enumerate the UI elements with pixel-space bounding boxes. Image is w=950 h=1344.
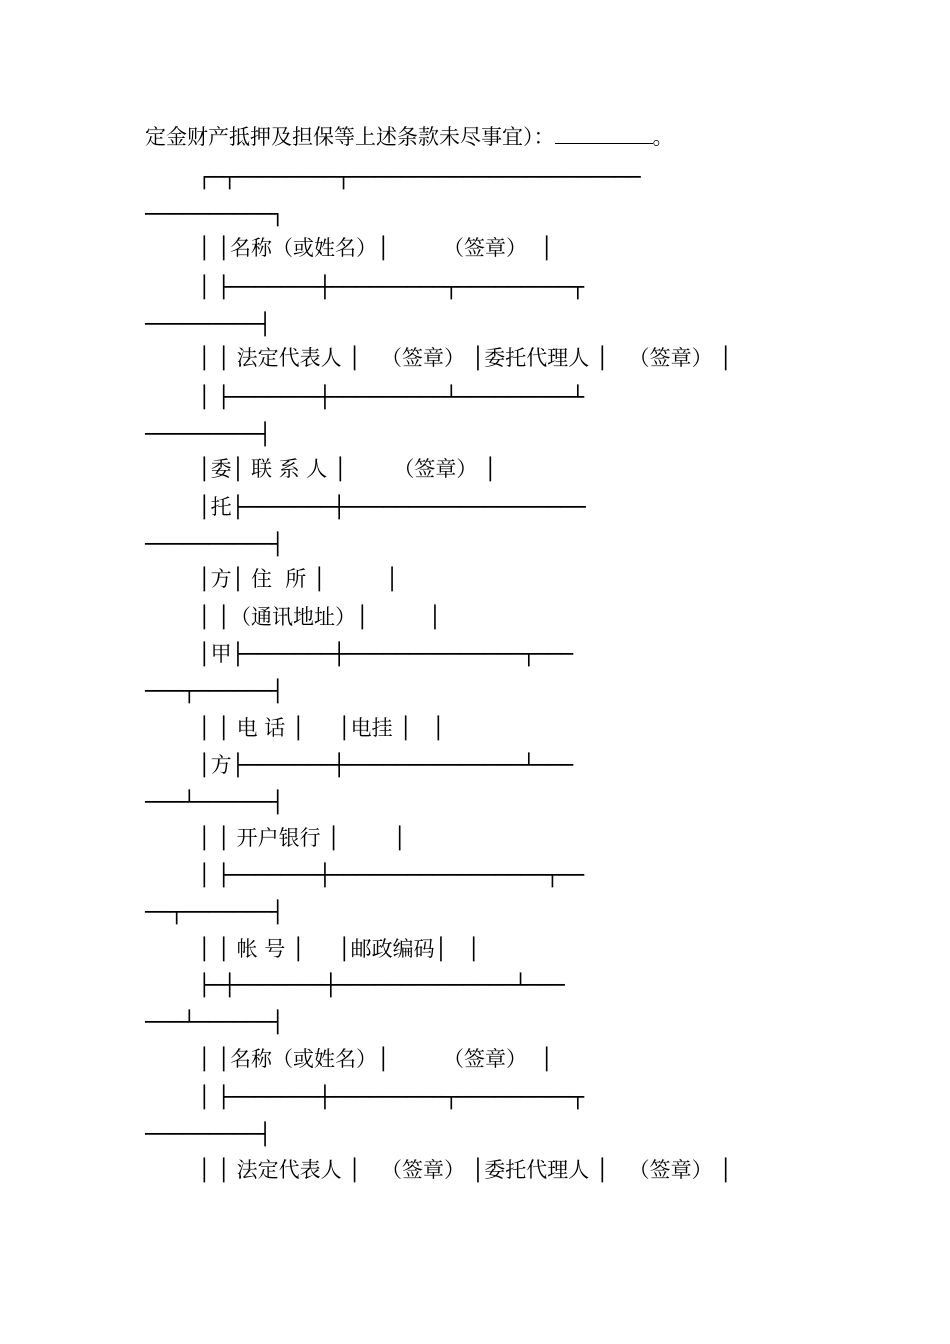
table-border: │甲├───────┼──────────────┬─── — [198, 642, 574, 666]
table-row-name: │ │名称（或姓名）│ （签章） │ — [198, 236, 553, 260]
table-row-legal-rep: │ │ 法定代表人 │ （签章） │委托代理人 │ （签章） │ — [198, 346, 732, 370]
table-row-bank: │ │ 开户银行 │ │ — [198, 826, 407, 850]
table-border: │ ├───────┼─────────────────┬── — [198, 863, 584, 887]
table-border-cont: ──┬───────┤ — [145, 900, 285, 924]
blank-field[interactable] — [555, 125, 653, 144]
table-border-cont: ───┴──────┤ — [145, 1010, 285, 1034]
table-row-phone: │ │ 电 话 │ │电挂 │ │ — [198, 716, 445, 740]
table-row-mail-address: │ │（通讯地址）│ │ — [198, 605, 442, 629]
table-border-cont: ─────────┤ — [145, 1122, 272, 1146]
table-border: │ ├───────┼─────────┬─────────┬ — [198, 275, 584, 299]
intro-text: 定金财产抵押及担保等上述条款未尽事宜）： — [145, 125, 555, 149]
table-border: │方├───────┼──────────────┴─── — [198, 753, 574, 777]
table-border: ├─┼───────┼──────────────┴─── — [198, 973, 565, 997]
table-border-cont: ───┬──────┤ — [145, 679, 285, 703]
table-row-account: │ │ 帐 号 │ │邮政编码│ │ — [198, 937, 480, 961]
table-border-top-cont: ──────────┐ — [145, 202, 285, 226]
table-border: │ ├───────┼─────────┬─────────┬ — [198, 1085, 584, 1109]
table-border-cont: ─────────┤ — [145, 312, 272, 336]
table-border-cont: ──────────┤ — [145, 532, 285, 556]
table-border: │ ├───────┼─────────┴─────────┴ — [198, 385, 584, 409]
table-border-cont: ───┴──────┤ — [145, 790, 285, 814]
table-row-contact: │委│ 联 系 人 │ （签章） │ — [198, 457, 497, 481]
table-border: │托├───────┼─────────────────── — [198, 495, 586, 519]
table-border-cont: ─────────┤ — [145, 422, 272, 446]
table-row-legal-rep-b: │ │ 法定代表人 │ （签章） │委托代理人 │ （签章） │ — [198, 1158, 732, 1182]
intro-suffix: 。 — [652, 125, 674, 149]
table-border-top: ┌─┬────────┬─────────────────────── — [198, 165, 641, 189]
table-row-address: │方│ 住 所 │ │ — [198, 567, 399, 591]
table-row-name-b: │ │名称（或姓名）│ （签章） │ — [198, 1047, 553, 1071]
intro-clause — [145, 125, 674, 149]
